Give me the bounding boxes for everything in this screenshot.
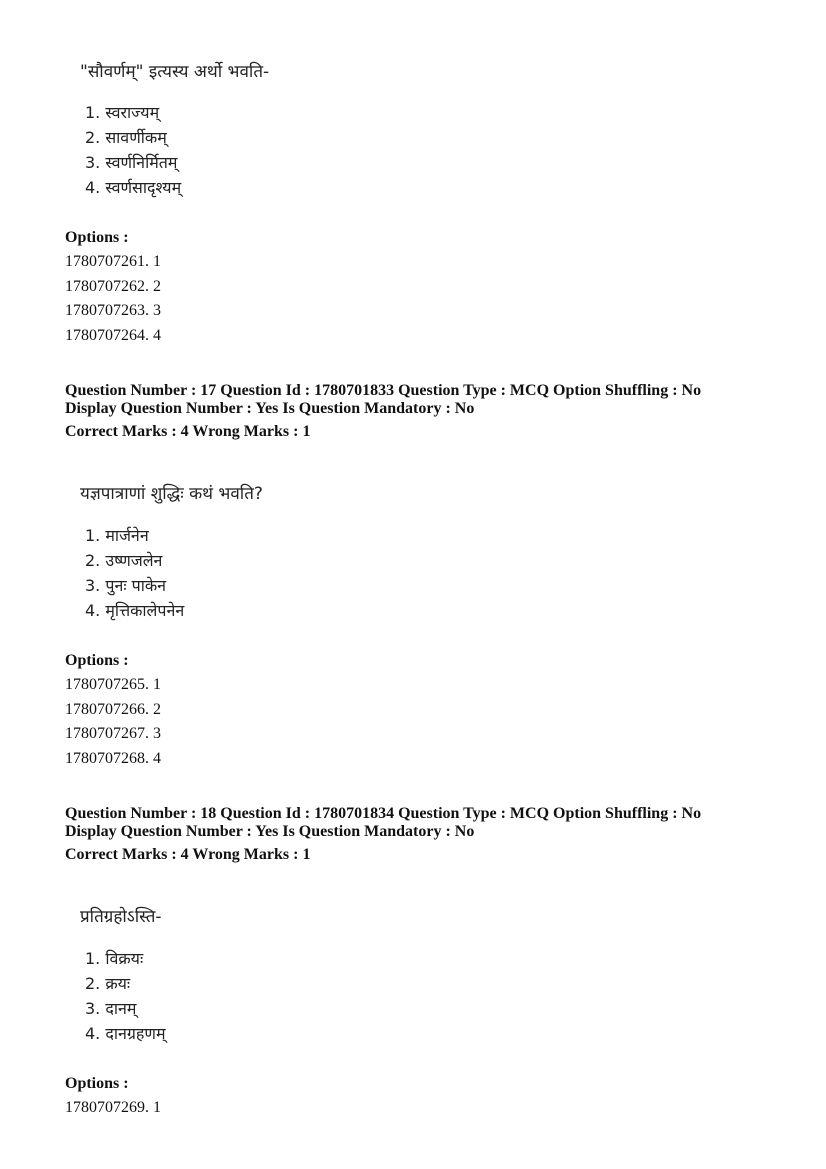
question-18-options-label: Options :	[65, 1075, 129, 1092]
question-18-option-1: 1780707269. 1	[65, 1099, 161, 1116]
question-17-choice-1: 1. मार्जनेन	[85, 526, 149, 545]
question-16-choice-3: 3. स्वर्णनिर्मितम्	[85, 153, 178, 172]
question-17-meta-line-2: Display Question Number : Yes Is Question Mandatory : No	[65, 400, 475, 417]
question-17-option-1: 1780707265. 1	[65, 676, 161, 693]
question-17-choice-3: 3. पुनः पाकेन	[85, 576, 167, 595]
question-17-option-4: 1780707268. 4	[65, 750, 161, 767]
question-17-choice-2: 2. उष्णजलेन	[85, 551, 163, 570]
question-18-choice-2: 2. क्रयः	[85, 974, 131, 993]
question-16-option-1: 1780707261. 1	[65, 253, 161, 270]
question-16-stem: "सौवर्णम्" इत्यस्य अर्थो भवति-	[80, 62, 270, 82]
question-16-option-2: 1780707262. 2	[65, 278, 161, 295]
question-16-choice-4: 4. स्वर्णसादृश्यम्	[85, 178, 182, 197]
question-18-meta-line-2: Display Question Number : Yes Is Question Mandatory : No	[65, 823, 475, 840]
question-16-option-3: 1780707263. 3	[65, 302, 161, 319]
question-18-choice-3: 3. दानम्	[85, 999, 137, 1018]
question-18-stem: प्रतिग्रहोऽस्ति-	[80, 907, 162, 927]
question-17-choice-4: 4. मृत्तिकालेपनेन	[85, 601, 185, 620]
question-17-stem: यज्ञपात्राणां शुद्धिः कथं भवति?	[80, 484, 263, 504]
question-18-meta-line-3: Correct Marks : 4 Wrong Marks : 1	[65, 846, 311, 863]
question-18-meta-line-1: Question Number : 18 Question Id : 1780701834 Question Type : MCQ Option Shuffling : No	[65, 805, 702, 822]
question-17-meta-line-1: Question Number : 17 Question Id : 1780701833 Question Type : MCQ Option Shuffling : No	[65, 382, 702, 399]
question-18-choice-1: 1. विक्रयः	[85, 949, 144, 968]
question-17-meta-line-3: Correct Marks : 4 Wrong Marks : 1	[65, 423, 311, 440]
question-16-options-label: Options :	[65, 229, 129, 246]
question-18-choice-4: 4. दानग्रहणम्	[85, 1024, 166, 1043]
question-16-option-4: 1780707264. 4	[65, 327, 161, 344]
question-17-option-3: 1780707267. 3	[65, 725, 161, 742]
question-16-choice-1: 1. स्वराज्यम्	[85, 103, 160, 122]
question-17-options-label: Options :	[65, 652, 129, 669]
question-16-choice-2: 2. सावर्णीकम्	[85, 128, 167, 147]
question-17-option-2: 1780707266. 2	[65, 701, 161, 718]
